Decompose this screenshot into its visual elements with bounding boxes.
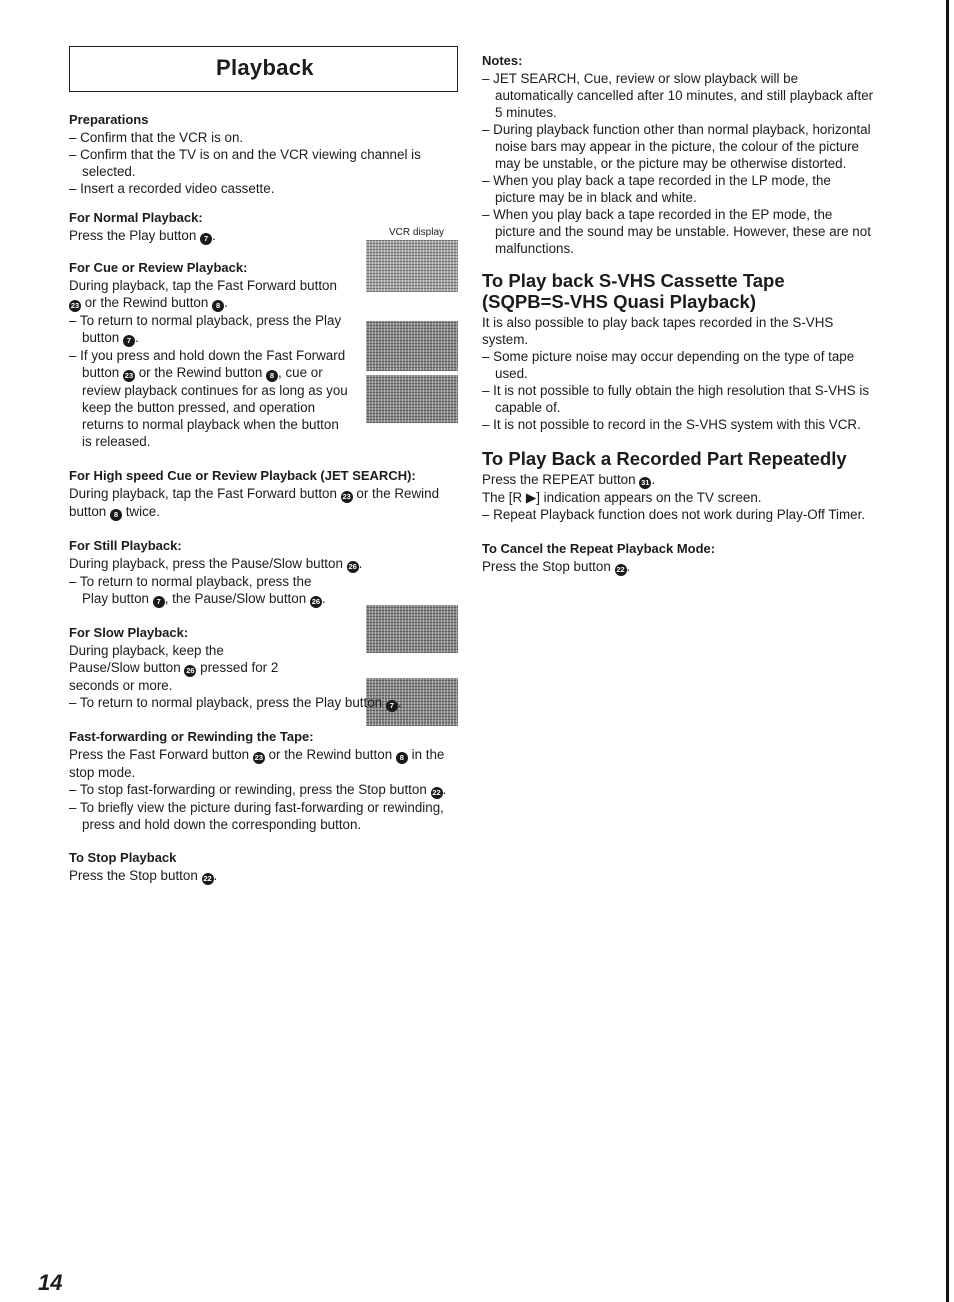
svhs-heading: To Play back S-VHS Cassette Tape (SQPB=S-VHS Quasi Playback) [482,270,785,312]
text: During playback, tap the Fast Forward button [69,278,337,293]
page-title: Playback [216,55,314,80]
list-item: – Some picture noise may occur depending on the type of tape used. [482,349,855,381]
slow-playback-heading: For Slow Playback: [69,625,189,640]
text: Press the Fast Forward button [69,747,250,762]
list-item: – Insert a recorded video cassette. [69,181,275,196]
page-edge-rule [946,0,949,1302]
rewind-button-icon: 8 [212,300,224,312]
list-item: – It is not possible to record in the S-VHS system with this VCR. [482,417,861,432]
fast-forward-button-icon: 23 [124,371,134,380]
text: in the stop mode. [69,747,445,780]
svhs-text: It is also possible to play back tapes recorded in the S-VHS system. [482,315,834,347]
list-item: – Confirm that the TV is on and the VCR viewing channel is selected. [69,147,421,179]
fast-forward-button-icon: 23 [70,301,80,310]
list-item: – When you play back a tape recorded in the LP mode, the picture may be in black and white. [482,173,831,205]
play-button-icon: 7 [153,596,165,608]
stop-playback-heading: To Stop Playback [69,850,177,865]
text: Press the Stop button [69,868,198,883]
notes-heading: Notes: [482,53,523,68]
section-fast-forward-rewind [69,728,461,833]
list-item: – To return to normal playback, press the Play button 7 , the Pause/Slow button 26 . [69,574,326,606]
section-still-playback [69,537,461,608]
text: During playback, press the Pause/Slow button [69,556,343,571]
list-item: – Repeat Playback function does not work during Play-Off Timer. [482,507,866,522]
text: Press the Play button [69,228,197,243]
play-button-icon: 7 [200,233,212,245]
repeat-indication-text: The [R ▶] indication appears on the TV screen. [482,490,762,505]
list-item: – JET SEARCH, Cue, review or slow playback will be automatically cancelled after 10 minutes, and still playback after 5 minutes. [482,71,874,120]
text: Press the Stop button [482,559,611,574]
fast-forward-rewind-heading: Fast-forwarding or Rewinding the Tape: [69,729,314,744]
cancel-repeat-heading: To Cancel the Repeat Playback Mode: [482,541,716,556]
pause-slow-button-icon: 26 [311,597,321,606]
left-column [69,111,461,885]
text: or the Rewind button [84,295,209,310]
list-item [69,347,349,450]
preparations-heading: Preparations [69,112,149,127]
list-item: – To stop fast-forwarding or rewinding, press the Stop button 22 . [69,782,447,797]
normal-playback-text: Press the Play button 7 . [69,228,216,243]
list-item: – When you play back a tape recorded in the EP mode, the picture and the sound may be unstable. However, these are not malfunctions. [482,207,871,256]
still-playback-heading: For Still Playback: [69,538,182,553]
jet-search-heading: For High speed Cue or Review Playback (JET SEARCH): [69,468,416,483]
pause-slow-button-icon: 26 [348,562,357,571]
jet-search-text [69,485,461,521]
rewind-button-icon: 8 [266,370,278,382]
repeat-button-icon: 31 [641,478,650,487]
text: During playback, keep the Pause/Slow button [69,643,224,675]
section-preparations [69,111,461,197]
text: or the Rewind button [268,747,393,762]
rewind-button-icon: 8 [396,752,408,764]
list-item: – To return to normal playback, press the Play button 7 . [69,313,342,345]
section-cue-review [69,259,349,450]
normal-playback-heading: For Normal Playback: [69,210,203,225]
list-item: – To return to normal playback, press the Play button 7 . [69,695,402,710]
text: – To return to normal playback, press the Play button [69,574,312,606]
text: , the Pause/Slow button [164,591,307,606]
list-item: – To briefly view the picture during fast-forwarding or rewinding, press and hold down the corresponding button. [69,800,444,832]
cue-review-text: During playback, tap the Fast Forward button 23 or the Rewind button 8 . [69,278,337,310]
text: During playback, tap the Fast Forward button [69,486,337,501]
section-stop-playback [69,849,461,885]
play-button-icon: 7 [123,335,135,347]
text: or the Rewind button [69,486,440,519]
section-repeat [482,448,874,523]
stop-button-icon: 22 [616,565,625,574]
pause-slow-button-icon: 26 [186,666,195,675]
section-normal-playback [69,209,461,245]
text: – If you press and hold down the Fast Forward button [69,348,346,380]
text: – To stop fast-forwarding or rewinding, press the Stop button [69,782,427,797]
rewind-button-icon: 8 [110,509,122,521]
fast-forward-button-icon: 23 [254,753,264,762]
page-number: 14 [38,1270,63,1295]
section-cancel-repeat [482,540,874,576]
section-notes [482,52,874,257]
stop-playback-text: Press the Stop button 22 . [69,868,218,883]
right-column [482,52,874,576]
repeat-text: Press the REPEAT button 31 . [482,472,656,487]
text: Press the REPEAT button [482,472,636,487]
fast-forward-button-icon: 23 [342,492,351,501]
play-button-icon: 7 [386,700,398,712]
list-item: – It is not possible to fully obtain the high resolution that S-VHS is capable of. [482,383,870,415]
cancel-repeat-text: Press the Stop button 22 . [482,559,631,574]
text: pressed for 2 seconds or more. [69,660,279,693]
section-jet-search [69,467,461,521]
text: twice. [125,504,160,519]
still-playback-text: During playback, press the Pause/Slow button 26 . [69,556,363,571]
repeat-heading: To Play Back a Recorded Part Repeatedly [482,448,847,469]
text: or the Rewind button [138,365,263,380]
slow-playback-text [69,642,297,694]
text: – To return to normal playback, press the Play button [69,313,342,345]
text: – To return to normal playback, press the Play button [69,695,383,710]
stop-button-icon: 22 [432,788,441,797]
fast-forward-rewind-text [69,746,461,781]
vcr-display-label: VCR display [389,227,445,238]
title-box [69,46,458,92]
section-slow-playback [69,624,461,712]
list-item: – Confirm that the VCR is on. [69,130,244,145]
text: , cue or review playback continues for as long as you keep the button pressed, and operation returns to normal playback when the button is released. [82,365,348,449]
section-svhs [482,270,874,433]
list-item: – During playback function other than normal playback, horizontal noise bars may appear in the picture, the colour of the picture may be unstable, or the picture may be otherwise distorted. [482,122,871,171]
stop-button-icon: 22 [203,874,212,883]
cue-review-heading: For Cue or Review Playback: [69,260,248,275]
